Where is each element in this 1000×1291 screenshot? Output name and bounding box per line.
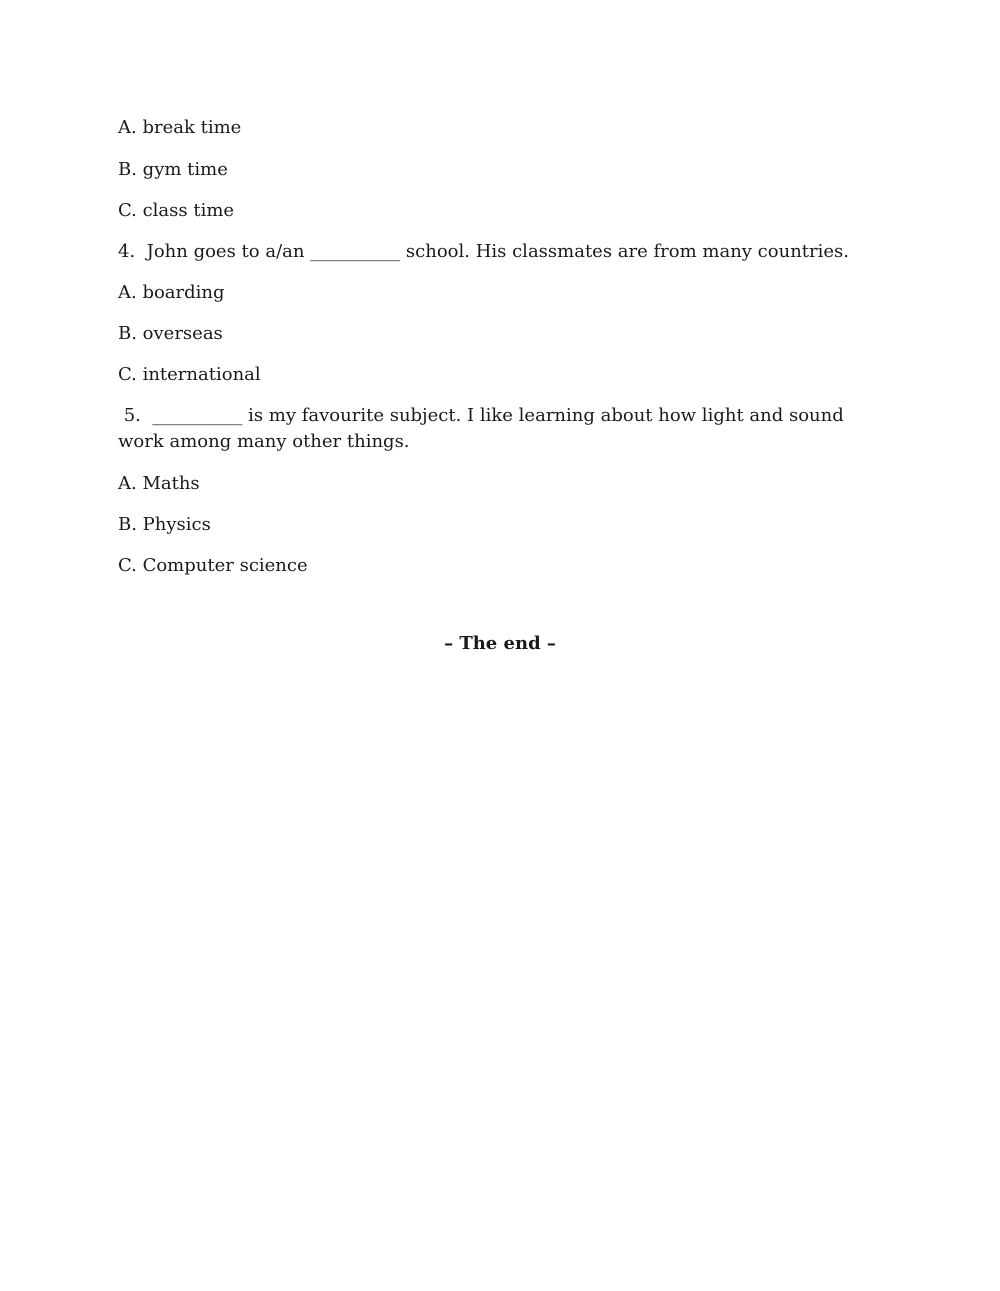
q4-stem: 4. John goes to a/an __________ school. His classmates are from many countries. [118, 241, 849, 262]
q5-option-b: B. Physics [118, 514, 211, 535]
q5-option-c: C. Computer science [118, 555, 308, 576]
q3-option-c: C. class time [118, 200, 235, 221]
q4-option-c: C. international [118, 364, 261, 385]
q4-option-b: B. overseas [118, 323, 223, 344]
q4-option-a: A. boarding [118, 282, 225, 303]
q5-stem: 5. __________ is my favourite subject. I like learning about how light and sound work among many other things. [118, 405, 850, 452]
the-end-label: – The end – [444, 633, 556, 654]
q3-option-a: A. break time [118, 117, 242, 138]
q3-option-b: B. gym time [118, 159, 228, 180]
q5-option-a: A. Maths [118, 473, 200, 494]
